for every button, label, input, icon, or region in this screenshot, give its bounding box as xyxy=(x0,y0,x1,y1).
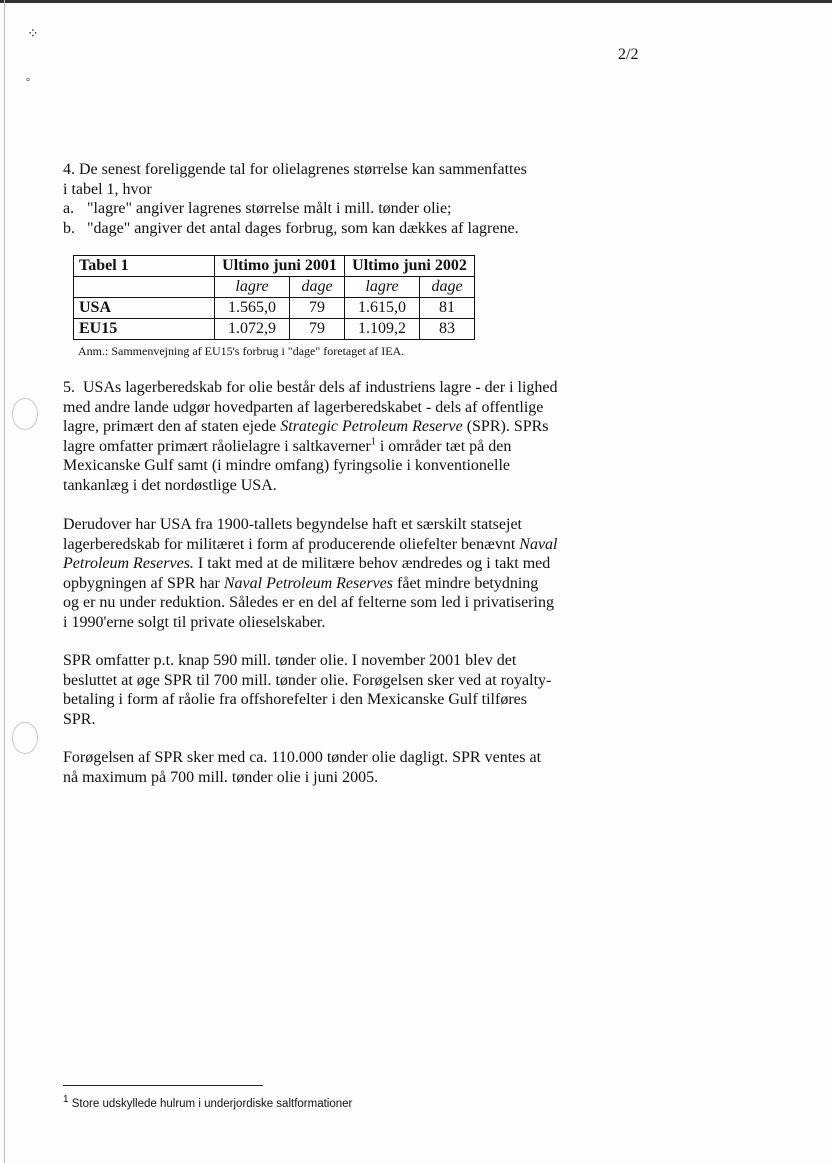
table-title: Tabel 1 xyxy=(74,256,215,277)
table-note: Anm.: Sammenvejning af EU15's forbrug i "dage" foretaget af IEA. xyxy=(78,344,405,358)
punch-hole xyxy=(12,722,38,754)
col-group-2001: Ultimo juni 2001 xyxy=(215,256,345,277)
p1-text-a: USAs lagerberedskab for olie består dels af industriens lagre - der i lighed med andre lande udgør hovedparten af lagerberedskabet - dels af offentlige lagre, primært den af staten ejede xyxy=(63,379,558,436)
list-item-a xyxy=(63,199,558,219)
section-4 xyxy=(63,160,558,238)
section-4-number: 4. xyxy=(63,161,75,178)
col-group-2002: Ultimo juni 2002 xyxy=(345,256,475,277)
footnote xyxy=(63,1094,353,1110)
table-row xyxy=(74,298,475,319)
footnote-ref: 1 xyxy=(370,436,376,448)
scan-speck: ° xyxy=(26,77,30,88)
list-marker-a: a. xyxy=(63,200,75,218)
row-label-usa: USA xyxy=(74,298,215,319)
table-empty-cell xyxy=(74,277,215,298)
row-label-eu15: EU15 xyxy=(74,319,215,340)
table-cell: 1.615,0 xyxy=(345,298,420,319)
footnote-marker: 1 xyxy=(63,1094,69,1106)
subheader-lagre-2001: lagre xyxy=(215,277,290,298)
scan-left-edge xyxy=(4,0,5,1163)
table-subheader-row xyxy=(74,277,475,298)
section-4-intro-line1: De senest foreliggende tal for olielagrenes størrelse kan sammenfattes xyxy=(79,161,527,178)
p1-emphasis: Strategic Petroleum Reserve xyxy=(280,418,463,436)
table-cell: 1.072,9 xyxy=(215,319,290,340)
page-number: 2/2 xyxy=(618,46,639,63)
subheader-lagre-2002: lagre xyxy=(345,277,420,298)
p4-text: Forøgelsen af SPR sker med ca. 110.000 tønder olie dagligt. SPR ventes at nå maximum på 700 mill. tønder olie i juni 2005. xyxy=(63,749,542,786)
table-row xyxy=(74,319,475,340)
list-item-b xyxy=(63,219,558,239)
list-text-b: "dage" angiver det antal dages forbrug, som kan dækkes af lagrene. xyxy=(87,219,519,237)
section-5-paragraph-3 xyxy=(63,651,558,729)
p3-text: SPR omfatter p.t. knap 590 mill. tønder olie. I november 2001 blev det besluttet at øge SPR til 700 mill. tønder olie. Forøgelsen sker ved at royalty-betaling i form af råolie fra offshorefelter i den Mexicanske Gulf tilføres SPR. xyxy=(63,652,552,728)
footnote-divider xyxy=(63,1085,263,1086)
p2-text-c: fået mindre betydning og er nu under reduktion. Således er en del af felterne som led i privatisering i 1990'erne solgt til private olieselskaber. xyxy=(63,574,554,631)
oil-stocks-table xyxy=(73,255,475,340)
p2-emphasis-2: Naval Petroleum Reserves xyxy=(223,574,394,592)
scan-top-edge xyxy=(0,0,832,3)
p2-text-b: I takt med at de militære behov ændredes og i takt med opbygningen af SPR har xyxy=(63,555,551,592)
table-cell: 83 xyxy=(420,319,475,340)
section-5-paragraph-2 xyxy=(63,515,558,633)
p2-emphasis-1: Naval Petroleum Reserves. xyxy=(63,535,558,573)
table-cell: 1.565,0 xyxy=(215,298,290,319)
subheader-dage-2002: dage xyxy=(420,277,475,298)
punch-hole xyxy=(12,398,38,430)
table-cell: 1.109,2 xyxy=(345,319,420,340)
scan-speck: ⁘ xyxy=(27,27,39,42)
p2-text-a: Derudover har USA fra 1900-tallets begyndelse haft et særskilt statsejet lagerberedskab for militæret i form af producerende oliefelter benævnt xyxy=(63,516,522,553)
subheader-dage-2001: dage xyxy=(290,277,345,298)
list-text-a: "lagre" angiver lagrenes størrelse målt i mill. tønder olie; xyxy=(87,200,452,218)
section-4-intro-line2: i tabel 1, hvor xyxy=(63,180,152,198)
table-cell: 81 xyxy=(420,298,475,319)
list-marker-b: b. xyxy=(63,219,75,237)
footnote-text: Store udskyllede hulrum i underjordiske saltformationer xyxy=(71,1098,353,1110)
section-5-paragraph-4 xyxy=(63,748,558,787)
p1-text-b: (SPR). SPRs lagre omfatter primært råolielagre i saltkaverner xyxy=(63,418,549,455)
table-cell: 79 xyxy=(290,319,345,340)
table-cell: 79 xyxy=(290,298,345,319)
section-5-number: 5. xyxy=(63,379,75,396)
p1-text-c: i områder tæt på den Mexicanske Gulf samt (i mindre omfang) fyringsolie i konventionelle tankanlæg i det nordøstlige USA. xyxy=(63,437,512,494)
table-header-row xyxy=(74,256,475,277)
section-5-paragraph-1 xyxy=(63,378,558,496)
